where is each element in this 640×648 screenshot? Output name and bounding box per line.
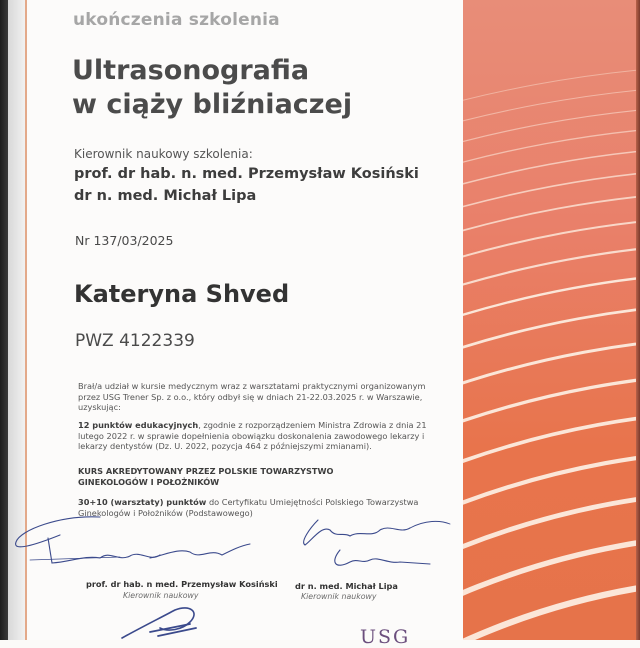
- signature-name-kosinski: prof. dr hab. n med. Przemysław Kosiński: [86, 579, 278, 589]
- participant-name: Kateryna Shved: [74, 280, 290, 308]
- signature-role-lipa: Kierownik naukowy: [301, 592, 377, 601]
- decorative-orange-strip: [463, 0, 636, 640]
- certificate-number: Nr 137/03/2025: [75, 233, 174, 248]
- signature-name-lipa: dr n. med. Michał Lipa: [295, 581, 398, 591]
- accreditation-statement: KURS AKREDYTOWANY PRZEZ POLSKIE TOWARZYSTWO GINEKOLOGÓW I POŁOŻNIKÓW: [78, 466, 334, 487]
- usg-logo: USG: [360, 626, 411, 648]
- scientific-lead-name-2: dr n. med. Michał Lipa: [74, 188, 257, 204]
- ptgip-points-text: do Certyfikatu Umiejętności Polskiego Towarzystwa Ginekologów i Położników (Podstawowego): [78, 497, 419, 518]
- education-points: 12 punktów edukacyjnych: [78, 420, 199, 430]
- signature-flourish-1: [16, 517, 100, 547]
- ptgip-points: 30+10 (warsztaty) punktów: [78, 497, 207, 507]
- education-points-text: , zgodnie z rozporządzeniem Ministra Zdrowia z dnia 21 lutego 2022 r. w sprawie dopełnienia obowiązku doskonalenia zawodowego lekarzy i lekarzy dentystów (Dz. U. 2022, pozycja 464 z późniejszymi zmianami).: [78, 420, 427, 451]
- course-title: [72, 54, 452, 122]
- education-points-statement: [78, 420, 450, 452]
- scan-edge-right: [636, 0, 640, 640]
- scientific-lead-label: Kierownik naukowy szkolenia:: [74, 147, 253, 161]
- course-title-line1: Ultrasonografia: [72, 55, 310, 86]
- participation-statement: Brał/a udział w kursie medycznym wraz z warsztatami praktycznymi organizowanym przez USG Trener Sp. z o.o., który odbył się w dniach 21-22.03.2025 r. w Warszawie, uzyskując:: [78, 381, 426, 412]
- signature-role-kosinski: Kierownik naukowy: [123, 591, 199, 600]
- participant-pwz: PWZ 4122339: [75, 331, 195, 351]
- course-title-line2: w ciąży bliźniaczej: [72, 89, 353, 120]
- concentric-arcs-pattern: [463, 0, 636, 640]
- certificate-subtitle: ukończenia szkolenia: [73, 10, 280, 30]
- handwritten-signatures: [0, 500, 460, 640]
- scientific-lead-name-1: prof. dr hab. n. med. Przemysław Kosiński: [74, 166, 419, 182]
